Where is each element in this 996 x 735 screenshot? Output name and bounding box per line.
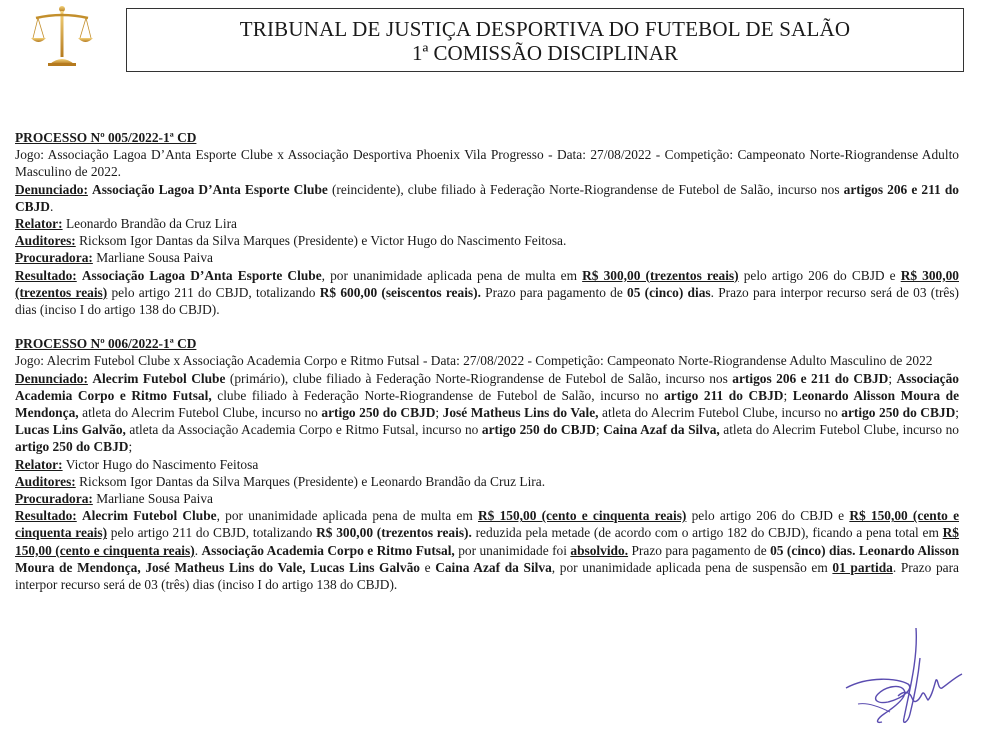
processo-006 bbox=[15, 335, 959, 593]
bold-text: artigo 211 do CBJD bbox=[664, 387, 784, 403]
text: atleta do Alecrim Futebol Clube, incurso no bbox=[719, 422, 960, 438]
text: pelo artigo 211 do CBJD, totalizando bbox=[107, 284, 320, 300]
text: ; bbox=[888, 370, 897, 386]
bold-text: artigo 250 do CBJD bbox=[321, 405, 436, 421]
relator-label: Relator: bbox=[15, 456, 63, 472]
text: pelo artigo 206 do CBJD e bbox=[686, 508, 850, 524]
jogo-line: Jogo: Alecrim Futebol Clube x Associação Academia Corpo e Ritmo Futsal - Data: 27/08/2022 - Competição: Campeonato Norte-Riograndense Adulto Masculino de 2022 bbox=[15, 353, 933, 369]
total-amount: R$ 300,00 (trezentos reais). bbox=[316, 525, 472, 541]
auditores-names: Ricksom Igor Dantas da Silva Marques (Presidente) e Victor Hugo do Nascimento Feitosa. bbox=[75, 233, 567, 249]
relator-line bbox=[15, 215, 959, 232]
text: reduzida pela metade (de acordo com o artigo 182 do CBJD), ficando a pena total em bbox=[471, 525, 943, 541]
auditores-line bbox=[15, 473, 959, 490]
header-subtitle: 1ª COMISSÃO DISCIPLINAR bbox=[412, 41, 678, 65]
procuradora-line bbox=[15, 490, 959, 507]
verdict: absolvido. bbox=[570, 542, 629, 558]
text: . bbox=[49, 198, 54, 214]
text: por unanimidade foi bbox=[454, 542, 571, 558]
bold-text: José Matheus Lins do Vale, bbox=[442, 405, 599, 421]
bold-text: Leonardo Alisson Moura de Mendonça, José Matheus Lins do Vale, Lucas Lins Galvão bbox=[15, 542, 960, 575]
text: (primário), clube filiado à Federação Norte-Riograndense de Futebol de Salão, incurso nos bbox=[225, 370, 733, 386]
resultado-label: Resultado: bbox=[15, 508, 77, 524]
document-body bbox=[15, 129, 959, 610]
relator-name: Leonardo Brandão da Cruz Lira bbox=[62, 216, 237, 232]
procuradora-label: Procuradora: bbox=[15, 491, 93, 507]
text: pelo artigo 211 do CBJD, totalizando bbox=[107, 525, 317, 541]
relator-line bbox=[15, 456, 959, 473]
total-amount: R$ 600,00 (seiscentos reais). bbox=[319, 284, 481, 300]
text: ; bbox=[128, 439, 133, 455]
jogo-line: Jogo: Associação Lagoa D’Anta Esporte Clube x Associação Desportiva Phoenix Vila Progresso - Data: 27/08/2022 - Competição: Campeonato Norte-Riograndense Adulto Masculino de 2022. bbox=[15, 147, 959, 180]
procuradora-line bbox=[15, 249, 959, 266]
scales-of-justice-icon bbox=[30, 4, 94, 68]
auditores-names: Ricksom Igor Dantas da Silva Marques (Presidente) e Leonardo Brandão da Cruz Lira. bbox=[75, 473, 546, 489]
suspension: 01 partida bbox=[832, 559, 893, 575]
bold-text: Alecrim Futebol Clube bbox=[92, 370, 226, 386]
bold-text: Leonardo Alisson Moura de Mendonça, bbox=[15, 387, 960, 421]
procuradora-name: Marliane Sousa Paiva bbox=[92, 491, 213, 507]
text: atleta da Associação Academia Corpo e Ritmo Futsal, incurso no bbox=[125, 422, 482, 438]
bold-text: artigos 206 e 211 do CBJD bbox=[732, 370, 889, 386]
bold-text: Caina Azaf da Silva bbox=[435, 559, 552, 575]
processo-005 bbox=[15, 129, 959, 318]
text: , por unanimidade aplicada pena de suspensão em bbox=[551, 559, 833, 575]
denunciado-label: Denunciado: bbox=[15, 181, 88, 197]
auditores-line bbox=[15, 232, 959, 249]
bold-text: artigo 250 do CBJD bbox=[15, 439, 129, 455]
text: clube filiado à Federação Norte-Riograndense de Futebol de Salão, incurso no bbox=[211, 387, 665, 403]
deadline: 05 (cinco) dias. bbox=[770, 542, 856, 558]
text: pelo artigo 206 do CBJD e bbox=[738, 267, 901, 283]
bold-text: Associação Academia Corpo e Ritmo Futsal, bbox=[201, 542, 455, 558]
fine-amount: R$ 300,00 (trezentos reais) bbox=[15, 267, 959, 300]
relator-label: Relator: bbox=[15, 216, 63, 232]
resultado-line bbox=[15, 507, 959, 593]
text: . Prazo para interpor recurso será de 03 (três) dias (inciso I do artigo 138 do CBJD). bbox=[15, 559, 959, 593]
procuradora-name: Marliane Sousa Paiva bbox=[92, 250, 213, 266]
bold-text: Caina Azaf da Silva, bbox=[603, 422, 720, 438]
resultado-label: Resultado: bbox=[15, 267, 77, 283]
processo-title: PROCESSO Nº 006/2022-1ª CD bbox=[15, 336, 197, 352]
resultado-line bbox=[15, 267, 959, 319]
auditores-label: Auditores: bbox=[15, 473, 76, 489]
header-title: TRIBUNAL DE JUSTIÇA DESPORTIVA DO FUTEBOL DE SALÃO bbox=[239, 17, 851, 41]
text: . bbox=[194, 542, 202, 558]
denunciado-line bbox=[15, 370, 959, 456]
text: ; bbox=[783, 387, 793, 403]
bold-text: Associação Lagoa D’Anta Esporte Clube bbox=[92, 181, 328, 197]
auditores-label: Auditores: bbox=[15, 233, 76, 249]
text: (reincidente), clube filiado à Federação Norte-Riograndense de Futebol de Salão, incurso nos bbox=[327, 181, 844, 197]
fine-amount: R$ 150,00 (cento e cinquenta reais) bbox=[15, 525, 959, 558]
deadline: 05 (cinco) dias bbox=[627, 284, 711, 300]
bold-text: artigo 250 do CBJD bbox=[841, 405, 956, 421]
denunciado-line bbox=[15, 181, 959, 215]
signature bbox=[838, 618, 968, 730]
fine-amount: R$ 150,00 (cento e cinquenta reais) bbox=[15, 508, 960, 541]
bold-text: Associação Lagoa D’Anta Esporte Clube bbox=[81, 267, 322, 283]
text: , por unanimidade aplicada pena de multa em bbox=[321, 267, 583, 283]
relator-name: Victor Hugo do Nascimento Feitosa bbox=[62, 456, 259, 472]
text: ; bbox=[435, 405, 443, 421]
text: atleta do Alecrim Futebol Clube, incurso no bbox=[598, 405, 842, 421]
text: ; bbox=[595, 422, 604, 438]
bold-text: Associação Academia Corpo e Ritmo Futsal, bbox=[15, 370, 959, 403]
procuradora-label: Procuradora: bbox=[15, 250, 93, 266]
text: atleta do Alecrim Futebol Clube, incurso no bbox=[78, 405, 322, 421]
bold-text: Alecrim Futebol Clube bbox=[81, 508, 217, 524]
text: Prazo para pagamento de bbox=[628, 542, 771, 558]
bold-text: Lucas Lins Galvão, bbox=[15, 422, 126, 438]
text: , por unanimidade aplicada pena de multa em bbox=[216, 508, 478, 524]
text: Prazo para pagamento de bbox=[480, 284, 628, 300]
bold-text: artigos 206 e 211 do CBJD bbox=[15, 181, 959, 214]
denunciado-label: Denunciado: bbox=[15, 370, 88, 386]
header-box bbox=[126, 8, 964, 72]
bold-text: artigo 250 do CBJD bbox=[481, 422, 596, 438]
fine-amount: R$ 150,00 (cento e cinquenta reais) bbox=[478, 508, 687, 524]
text: ; bbox=[955, 405, 960, 421]
processo-title: PROCESSO Nº 005/2022-1ª CD bbox=[15, 130, 197, 145]
text: e bbox=[419, 559, 436, 575]
fine-amount: R$ 300,00 (trezentos reais) bbox=[582, 267, 739, 283]
text: . Prazo para interpor recurso será de 03 (três) dias (inciso I do artigo 138 do CBJD). bbox=[15, 284, 960, 318]
